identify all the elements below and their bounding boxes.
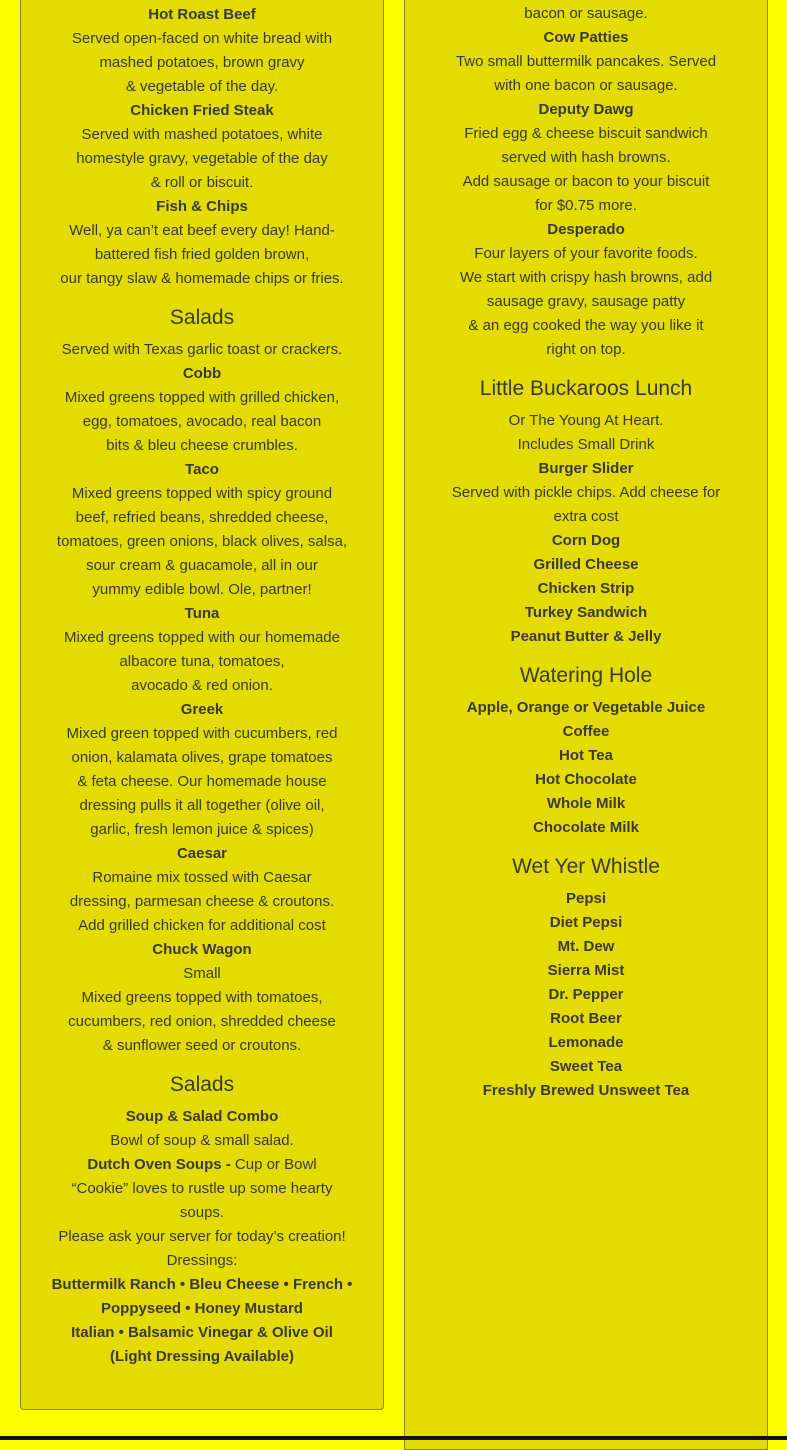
item-name: Fish & Chips <box>156 198 248 215</box>
drink-item: Coffee <box>562 723 610 740</box>
item-desc: our tangy slaw & homemade chips or fries. <box>60 270 344 287</box>
ask-server-note: Please ask your server for today’s creation! <box>58 1228 346 1245</box>
drink-item: Pepsi <box>565 890 607 907</box>
item-desc: extra cost <box>553 508 619 525</box>
bottom-divider <box>0 1436 787 1440</box>
right-menu-panel <box>404 0 768 1450</box>
item-name: Chicken Strip <box>537 580 635 597</box>
item-desc: served with hash browns. <box>501 149 671 166</box>
item-desc: battered fish fried golden brown, <box>94 246 310 263</box>
drink-item: Dr. Pepper <box>548 986 624 1003</box>
item-desc: homestyle gravy, vegetable of the day <box>76 150 328 167</box>
item-desc: yummy edible bowl. Ole, partner! <box>92 581 312 598</box>
item-desc: Served open-faced on white bread with <box>71 30 333 47</box>
item-name: Greek <box>180 701 224 718</box>
item-name: Soup & Salad Combo <box>125 1108 279 1125</box>
drink-item: Diet Pepsi <box>549 914 623 931</box>
dressings-list: Italian • Balsamic Vinegar & Olive Oil <box>71 1324 333 1341</box>
item-desc: Fried egg & cheese biscuit sandwich <box>464 125 708 142</box>
item-desc: Well, ya can’t eat beef every day! Hand- <box>69 222 335 239</box>
item-desc: bacon or sausage. <box>524 5 648 22</box>
item-desc: Romaine mix tossed with Caesar <box>92 869 312 886</box>
item-desc: Two small buttermilk pancakes. Served <box>455 53 717 70</box>
drink-item: Hot Tea <box>559 747 613 764</box>
section-subtitle: Or The Young At Heart. <box>508 412 664 429</box>
item-desc: “Cookie” loves to rustle up some hearty <box>71 1180 333 1197</box>
item-desc: albacore tuna, tomatoes, <box>119 653 285 670</box>
item-desc: & an egg cooked the way you like it <box>468 317 704 334</box>
section-intro: Served with Texas garlic toast or crackers. <box>61 341 343 358</box>
item-desc: with one bacon or sausage. <box>494 77 678 94</box>
item-desc: bits & bleu cheese crumbles. <box>106 437 298 454</box>
drink-item: Freshly Brewed Unsweet Tea <box>482 1082 690 1099</box>
drink-item: Hot Chocolate <box>535 771 637 788</box>
item-desc: avocado & red onion. <box>131 677 273 694</box>
item-name: Cow Patties <box>543 29 629 46</box>
item-name: Chuck Wagon <box>152 941 252 958</box>
section-heading-wet-yer-whistle: Wet Yer Whistle <box>512 855 660 878</box>
item-name: Chicken Fried Steak <box>130 102 274 119</box>
item-desc: Mixed greens topped with grilled chicken, <box>64 389 340 406</box>
item-desc: & sunflower seed or croutons. <box>102 1037 302 1054</box>
drink-item: Mt. Dew <box>557 938 615 955</box>
drink-item: Whole Milk <box>546 795 626 812</box>
section-heading-salads: Salads <box>169 306 235 329</box>
item-desc: sausage gravy, sausage patty <box>486 293 686 310</box>
item-desc: Served with mashed potatoes, white <box>81 126 323 143</box>
section-heading-watering-hole: Watering Hole <box>519 664 653 687</box>
item-desc: egg, tomatoes, avocado, real bacon <box>82 413 322 430</box>
dressings-list: Buttermilk Ranch • Bleu Cheese • French • <box>51 1276 353 1293</box>
item-name: Hot Roast Beef <box>148 6 256 23</box>
item-name: Corn Dog <box>551 532 621 549</box>
item-desc: Four layers of your favorite foods. <box>474 245 698 262</box>
item-name: Taco <box>185 461 219 478</box>
item-desc: mashed potatoes, brown gravy <box>99 54 305 71</box>
drink-item: Sierra Mist <box>547 962 625 979</box>
item-name: Desperado <box>547 221 625 238</box>
item-desc: onion, kalamata olives, grape tomatoes <box>71 749 333 766</box>
left-menu-panel <box>20 0 384 1410</box>
item-desc: Add grilled chicken for additional cost <box>78 917 326 934</box>
item-desc: right on top. <box>546 341 626 358</box>
item-desc: garlic, fresh lemon juice & spices) <box>90 821 314 838</box>
item-desc: cucumbers, red onion, shredded cheese <box>68 1013 336 1030</box>
item-name: Turkey Sandwich <box>524 604 648 621</box>
item-size: Cup or Bowl <box>230 1156 317 1173</box>
drink-item: Apple, Orange or Vegetable Juice <box>466 699 706 716</box>
item-name: Grilled Cheese <box>533 556 639 573</box>
item-name: Deputy Dawg <box>538 101 634 118</box>
drink-item: Sweet Tea <box>549 1058 623 1075</box>
item-name-dutch-oven: Dutch Oven Soups - Cup or Bowl <box>87 1156 317 1173</box>
item-desc: tomatoes, green onions, black olives, salsa, <box>56 533 348 550</box>
drink-item: Chocolate Milk <box>533 819 639 836</box>
section-heading-little-buckaroos: Little Buckaroos Lunch <box>479 377 693 400</box>
drink-item: Root Beer <box>550 1010 622 1027</box>
item-desc: beef, refried beans, shredded cheese, <box>75 509 329 526</box>
item-desc: Mixed greens topped with spicy ground <box>71 485 333 502</box>
item-desc: for $0.75 more. <box>535 197 637 214</box>
item-desc: Served with pickle chips. Add cheese for <box>451 484 721 501</box>
item-desc: soups. <box>179 1204 225 1221</box>
item-desc: Mixed greens topped with our homemade <box>64 629 340 646</box>
dressings-list: (Light Dressing Available) <box>110 1348 294 1365</box>
item-name: Peanut Butter & Jelly <box>510 628 662 645</box>
item-name: Tuna <box>184 605 220 622</box>
item-desc: & vegetable of the day. <box>125 78 279 95</box>
item-name: Cobb <box>182 365 222 382</box>
item-desc: Bowl of soup & small salad. <box>110 1132 294 1149</box>
section-heading-salads-2: Salads <box>169 1073 235 1096</box>
item-desc: dressing, parmesan cheese & croutons. <box>69 893 335 910</box>
item-desc: Add sausage or bacon to your biscuit <box>462 173 710 190</box>
item-desc: & feta cheese. Our homemade house <box>77 773 327 790</box>
item-size: Small <box>183 965 221 982</box>
item-desc: & roll or biscuit. <box>150 174 254 191</box>
item-desc: dressing pulls it all together (olive oil, <box>79 797 325 814</box>
section-subtitle: Includes Small Drink <box>517 436 655 453</box>
item-desc: Mixed green topped with cucumbers, red <box>66 725 338 742</box>
dressings-label: Dressings: <box>166 1252 238 1269</box>
item-desc: sour cream & guacamole, all in our <box>86 557 318 574</box>
item-desc: We start with crispy hash browns, add <box>459 269 713 286</box>
item-name: Burger Slider <box>538 460 634 477</box>
item-desc: Mixed greens topped with tomatoes, <box>81 989 323 1006</box>
drink-item: Lemonade <box>548 1034 624 1051</box>
item-name: Caesar <box>176 845 228 862</box>
dressings-list: Poppyseed • Honey Mustard <box>101 1300 303 1317</box>
